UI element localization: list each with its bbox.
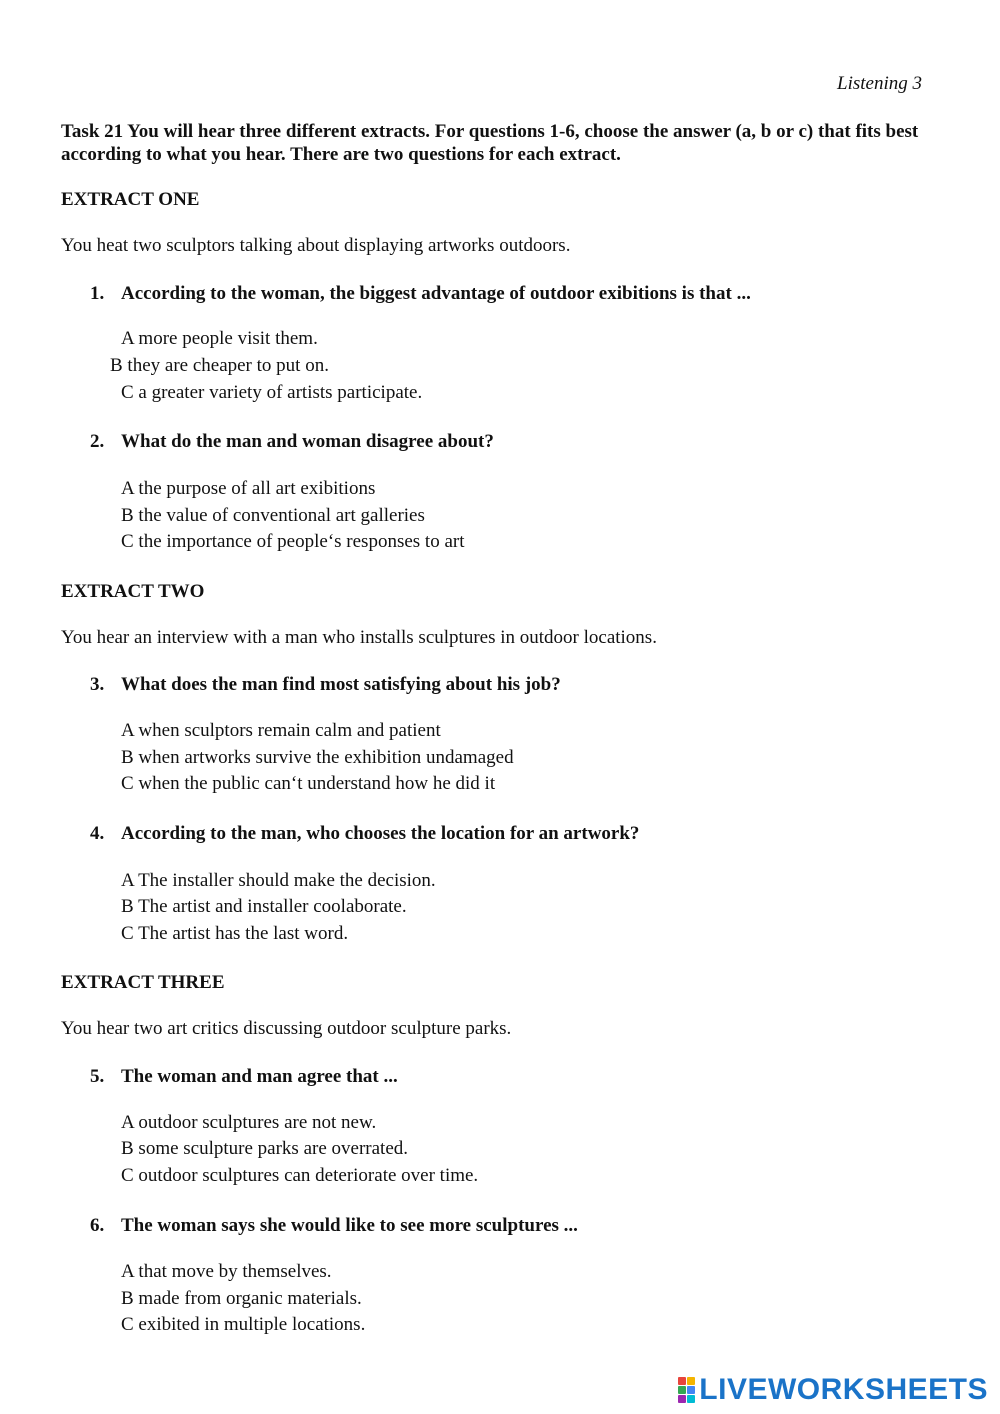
question-6-option-a[interactable]: A that move by themselves. <box>121 1261 332 1282</box>
extract-two-title: EXTRACT TWO <box>61 581 205 602</box>
question-1-option-a[interactable]: A more people visit them. <box>121 328 318 349</box>
question-6-option-b[interactable]: B made from organic materials. <box>121 1288 362 1309</box>
question-4-text: According to the man, who chooses the location for an artwork? <box>121 823 640 844</box>
question-3-number: 3. <box>90 674 105 695</box>
question-4-option-b[interactable]: B The artist and installer coolaborate. <box>121 896 407 917</box>
liveworksheets-logo-icon <box>678 1377 695 1403</box>
logo-tile <box>678 1377 686 1385</box>
question-2-number: 2. <box>90 431 105 452</box>
page-header-label: Listening 3 <box>837 73 922 94</box>
task-instructions: Task 21 You will hear three different extracts. For questions 1-6, choose the answer (a, b or c) that fits best according to what you hear. There are two questions for each extract. <box>61 121 919 165</box>
question-2-text: What do the man and woman disagree about? <box>121 431 494 452</box>
question-5-option-c[interactable]: C outdoor sculptures can deteriorate over time. <box>121 1165 479 1186</box>
extract-one-title: EXTRACT ONE <box>61 189 200 210</box>
question-2-option-a[interactable]: A the purpose of all art exibitions <box>121 478 376 499</box>
liveworksheets-watermark <box>678 1375 988 1405</box>
question-6-number: 6. <box>90 1215 105 1236</box>
question-6-text: The woman says she would like to see more sculptures ... <box>121 1215 578 1236</box>
question-1-option-b[interactable]: B they are cheaper to put on. <box>110 355 329 376</box>
question-4-option-c[interactable]: C The artist has the last word. <box>121 923 349 944</box>
extract-one-intro: You heat two sculptors talking about displaying artworks outdoors. <box>61 235 571 256</box>
question-5-option-b[interactable]: B some sculpture parks are overrated. <box>121 1138 409 1159</box>
extract-three-title: EXTRACT THREE <box>61 972 225 993</box>
question-4-option-a[interactable]: A The installer should make the decision. <box>121 870 436 891</box>
logo-tile <box>687 1386 695 1394</box>
question-6-option-c[interactable]: C exibited in multiple locations. <box>121 1314 366 1335</box>
extract-two-intro: You hear an interview with a man who installs sculptures in outdoor locations. <box>61 627 657 648</box>
question-4-number: 4. <box>90 823 105 844</box>
question-3-text: What does the man find most satisfying about his job? <box>121 674 561 695</box>
liveworksheets-logo-text: LIVEWORKSHEETS <box>699 1373 988 1406</box>
question-2-option-b[interactable]: B the value of conventional art galleries <box>121 505 425 526</box>
logo-tile <box>678 1395 686 1403</box>
question-1-text: According to the woman, the biggest advantage of outdoor exibitions is that ... <box>121 283 751 304</box>
question-5-option-a[interactable]: A outdoor sculptures are not new. <box>121 1112 377 1133</box>
question-5-text: The woman and man agree that ... <box>121 1066 398 1087</box>
logo-tile <box>687 1395 695 1403</box>
question-1-number: 1. <box>90 283 105 304</box>
logo-tile <box>687 1377 695 1385</box>
question-3-option-a[interactable]: A when sculptors remain calm and patient <box>121 720 441 741</box>
question-1-option-c[interactable]: C a greater variety of artists participate. <box>121 382 423 403</box>
logo-tile <box>678 1386 686 1394</box>
question-5-number: 5. <box>90 1066 105 1087</box>
extract-three-intro: You hear two art critics discussing outdoor sculpture parks. <box>61 1018 512 1039</box>
question-3-option-b[interactable]: B when artworks survive the exhibition undamaged <box>121 747 514 768</box>
question-2-option-c[interactable]: C the importance of people‘s responses to art <box>121 531 465 552</box>
question-3-option-c[interactable]: C when the public can‘t understand how he did it <box>121 773 496 794</box>
